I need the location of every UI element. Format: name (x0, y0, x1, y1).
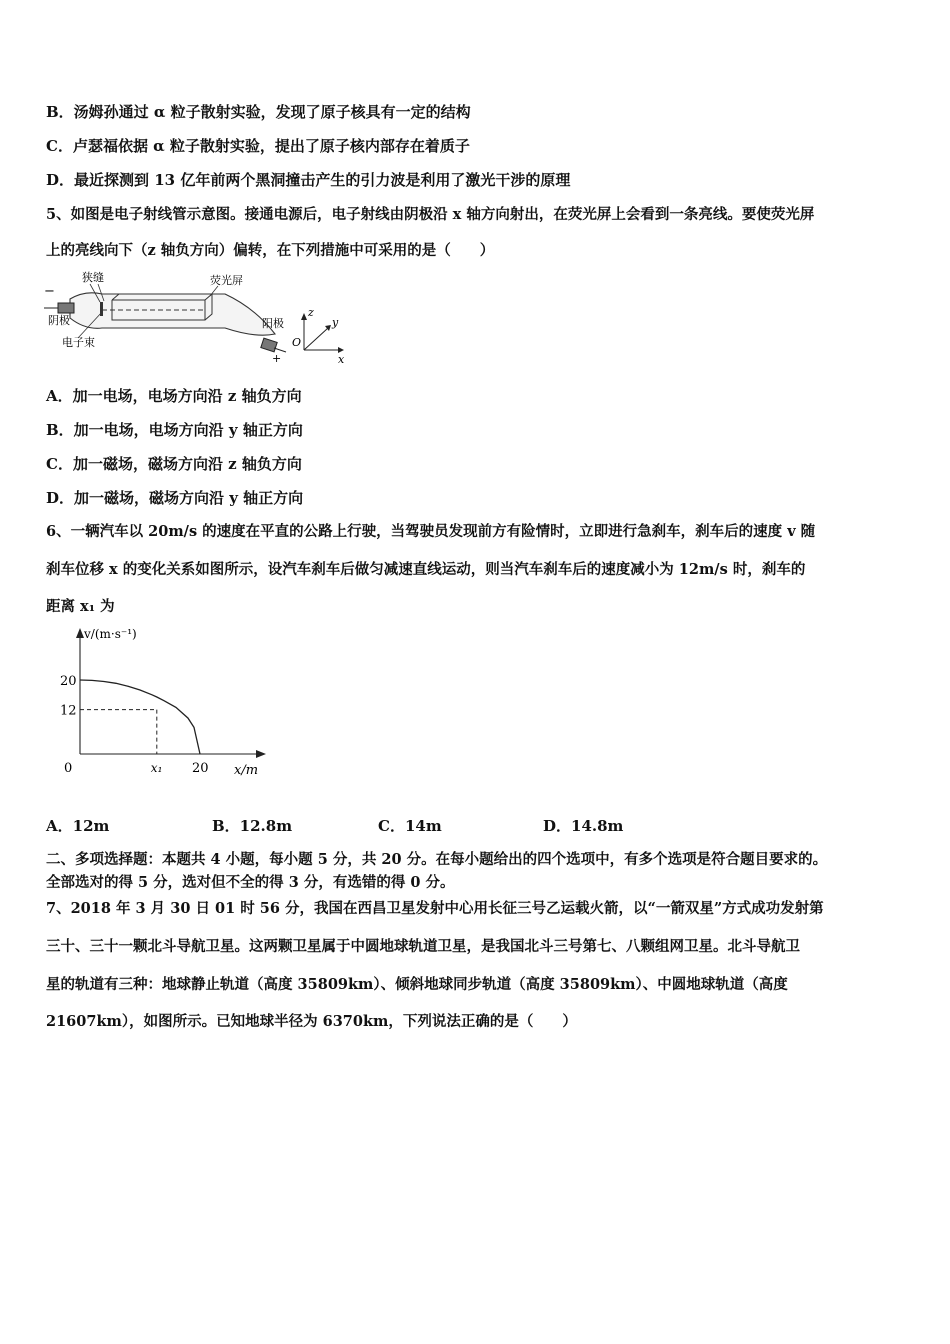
chart-y-tick-12: 12 (60, 703, 77, 719)
q5-stem-line-1: 5、如图是电子射线管示意图。接通电源后，电子射线由阴极沿 x 轴方向射出，在荧光屏上会看到一条亮线。要使荧光屏 (46, 206, 815, 223)
q6-option-b[interactable]: B．12.8m (212, 817, 293, 835)
q6-stem-line-1: 6、一辆汽车以 20m/s 的速度在平直的公路上行驶，当驾驶员发现前方有险情时，立即进行急刹车，刹车后的速度 v 随 (46, 523, 816, 540)
axis-z-label: z (308, 306, 314, 319)
chart-origin-label: 0 (64, 761, 73, 776)
section2-instructions-line-1: 二、多项选择题：本题共 4 小题，每小题 5 分，共 20 分。在每小题给出的四个选项中，有多个选项是符合题目要求的。 (46, 851, 828, 868)
q6-option-c[interactable]: C．14m (378, 817, 442, 835)
q7-stem-line-3: 星的轨道有三种：地球静止轨道（高度 35809km）、倾斜地球同步轨道（高度 35809km）、中圆地球轨道（高度 (46, 976, 788, 993)
chart-y-label: v/(m·s⁻¹) (84, 627, 137, 641)
q6-option-d[interactable]: D．14.8m (543, 817, 624, 835)
q5-option-d[interactable]: D．加一磁场，磁场方向沿 y 轴正方向 (46, 489, 304, 507)
q5-stem-line-2: 上的亮线向下（z 轴负方向）偏转，在下列措施中可采用的是（ ） (46, 242, 495, 259)
chart-x-tick-x1: x₁ (150, 761, 163, 775)
q7-stem-line-4: 21607km），如图所示。已知地球半径为 6370km，下列说法正确的是（ ） (46, 1013, 577, 1030)
label-minus: − (44, 284, 55, 299)
cathode-ray-tube-figure (40, 268, 360, 364)
axis-y-label: y (332, 316, 339, 329)
label-slit: 狭缝 (82, 271, 104, 284)
chart-x-tick-20: 20 (192, 761, 209, 776)
chart-y-tick-20: 20 (60, 674, 77, 689)
q5-option-b[interactable]: B．加一电场，电场方向沿 y 轴正方向 (46, 421, 303, 439)
q5-option-c[interactable]: C．加一磁场，磁场方向沿 z 轴负方向 (46, 455, 302, 473)
axis-x-label: x (338, 353, 345, 364)
label-anode: 阳极 (262, 317, 284, 330)
chart-y-arrow (76, 628, 84, 638)
q7-stem-line-2: 三十、三十一颗北斗导航卫星。这两颗卫星属于中圆地球轨道卫星，是我国北斗三号第七、八颗组网卫星。北斗导航卫 (46, 938, 800, 955)
chart-x-arrow (256, 750, 266, 758)
chart-series-line (80, 680, 200, 754)
q6-stem-line-3: 距离 x₁ 为 (46, 598, 115, 615)
q6-stem-line-2: 刹车位移 x 的变化关系如图所示，设汽车刹车后做匀减速直线运动，则当汽车刹车后的速度减小为 12m/s 时，刹车的 (46, 561, 806, 578)
q6-option-a[interactable]: A．12m (46, 817, 110, 835)
label-plus: + (272, 352, 282, 364)
label-beam: 电子束 (62, 336, 95, 349)
q4-option-b[interactable]: B．汤姆孙通过 α 粒子散射实验，发现了原子核具有一定的结构 (46, 103, 471, 121)
origin-label: O (292, 336, 302, 349)
q4-option-d[interactable]: D．最近探测到 13 亿年前两个黑洞撞击产生的引力波是利用了激光干涉的原理 (46, 171, 571, 189)
label-screen: 荧光屏 (210, 274, 243, 287)
anode-electrode (261, 338, 277, 352)
label-cathode: 阴极 (48, 314, 70, 327)
q7-stem-line-1: 7、2018 年 3 月 30 日 01 时 56 分，我国在西昌卫星发射中心用长征三号乙运载火箭，以“一箭双星”方式成功发射第 (46, 900, 824, 917)
q4-option-c[interactable]: C．卢瑟福依据 α 粒子散射实验，提出了原子核内部存在着质子 (46, 137, 470, 155)
axis-y-line (304, 328, 328, 350)
chart-x-label: x/m (234, 763, 259, 778)
section2-instructions-line-2: 全部选对的得 5 分，选对但不全的得 3 分，有选错的得 0 分。 (46, 874, 455, 891)
q5-option-a[interactable]: A．加一电场，电场方向沿 z 轴负方向 (46, 387, 302, 405)
velocity-displacement-chart (44, 622, 274, 792)
cathode-electrode (58, 303, 74, 313)
